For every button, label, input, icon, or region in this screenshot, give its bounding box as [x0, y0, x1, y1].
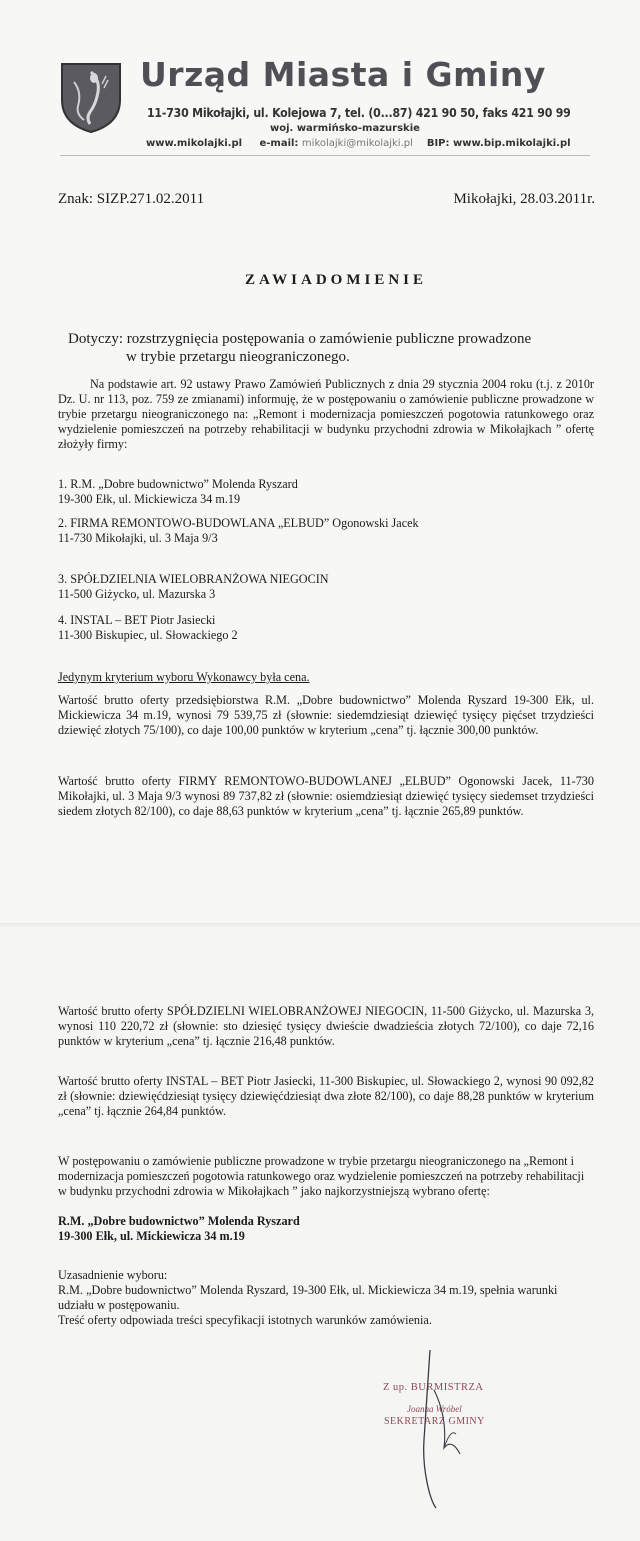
firm-entry — [58, 613, 598, 643]
firm-name: 3. SPÓŁDZIELNIA WIELOBRANŻOWA NIEGOCIN — [58, 572, 329, 586]
winner-address: 19-300 Ełk, ul. Mickiewicza 34 m.19 — [58, 1229, 245, 1243]
firm-address: 19-300 Ełk, ul. Mickiewicza 34 m.19 — [58, 492, 241, 506]
website-link[interactable]: www.mikolajki.pl — [146, 138, 243, 149]
firm-name: 2. FIRMA REMONTOWO-BUDOWLANA „ELBUD” Ogonowski Jacek — [58, 516, 419, 530]
justification-closing: Treść oferty odpowiada treści specyfikacji istotnych warunków zamówienia. — [58, 1313, 432, 1327]
winner-name: R.M. „Dobre budownictwo” Molenda Ryszard — [58, 1214, 300, 1228]
firm-name: 4. INSTAL – BET Piotr Jasiecki — [58, 613, 216, 627]
organization-address: 11-730 Mikołajki, ul. Kolejowa 7, tel. (0...87) 421 90 50, faks 421 90 99 — [147, 106, 571, 120]
subject-line-2: w trybie przetargu nieograniczonego. — [126, 349, 350, 365]
reference-number: Znak: SIZP.271.02.2011 — [58, 191, 205, 207]
justification-body: R.M. „Dobre budownictwo” Molenda Ryszard, 19-300 Ełk, ul. Mickiewicza 34 m.19, spełnia warunki udziału w postępowaniu. — [58, 1283, 558, 1312]
firm-address: 11-730 Mikołajki, ul. 3 Maja 9/3 — [58, 531, 218, 545]
firm-entry — [58, 477, 598, 507]
decision-paragraph: W postępowaniu o zamówienie publiczne prowadzone w trybie przetargu nieograniczonego na „Remont i modernizacja pomieszczeń pogotowia ratunkowego oraz wydzielenie pomieszczeń na potrzeby rehabilitacji w budynku przychodni zdrowia w Mikołajkach ” jako najkorzystniejszą wybrano ofertę: — [58, 1154, 585, 1198]
fish-crest-icon — [60, 62, 122, 134]
subject — [68, 330, 588, 366]
stamp-line-name: Joanna Wróbel — [407, 1404, 462, 1414]
firm-name: 1. R.M. „Dobre budownictwo” Molenda Ryszard — [58, 477, 298, 491]
bip-label: BIP: — [426, 138, 450, 149]
page-separator — [0, 923, 640, 927]
evaluation-paragraph: Wartość brutto oferty INSTAL – BET Piotr Jasiecki, 11-300 Biskupiec, ul. Słowackiego 2, wynosi 90 092,82 zł (słownie: dziewięćdziesiąt tysięcy dziewięćdziesiąt dwa złote 82/100), co daje 88,28 punktów w kryterium „cena” tj. łącznie 264,84 punktów. — [58, 1074, 594, 1118]
firm-entry — [58, 516, 598, 546]
contact-line — [146, 138, 616, 149]
evaluation-paragraph: Wartość brutto oferty przedsiębiorstwa R.M. „Dobre budownictwo” Molenda Ryszard 19-300 Ełk, ul. Mickiewicza 34 m.19, wynosi 79 539,75 zł (słownie: siedemdziesiąt dziewięć tysięcy pięćset trzydzieści dziewięć złotych 75/100), co daje 100,00 punktów w kryterium „cena” tj. łącznie 300,00 punktów. — [58, 693, 594, 737]
justification — [58, 1268, 594, 1328]
handwritten-signature — [400, 1350, 530, 1510]
letterhead-divider — [60, 155, 590, 156]
stamp-line-authority: Z up. BURMISTRZA — [383, 1382, 484, 1393]
place-date: Mikołajki, 28.03.2011r. — [453, 191, 595, 207]
bip-link[interactable]: www.bip.mikolajki.pl — [452, 138, 571, 149]
justification-heading: Uzasadnienie wyboru: — [58, 1268, 168, 1282]
email-link[interactable]: mikolajki@mikolajki.pl — [301, 138, 413, 149]
intro-paragraph: Na podstawie art. 92 ustawy Prawo Zamówień Publicznych z dnia 29 stycznia 2004 roku (t.j. z 2010r Dz. U. nr 113, poz. 759 ze zmianami) informuję, że w postępowaniu o zamówienie publiczne prowadzone w trybie przetargu nieograniczonego na: „Remont i modernizacja pomieszczeń pogotowia ratunkowego oraz wydzielenie pomieszczeń na potrzeby rehabilitacji w budynku przychodni zdrowia w Mikołajkach ” ofertę złożyły firmy: — [58, 377, 594, 451]
selection-criterion: Jedynym kryterium wyboru Wykonawcy była cena. — [58, 670, 310, 684]
evaluation-paragraph: Wartość brutto oferty SPÓŁDZIELNI WIELOBRANŻOWEJ NIEGOCIN, 11-500 Giżycko, ul. Mazurska 3, wynosi 110 220,72 zł (słownie: sto dziesięć tysięcy dwieście dwadzieścia złotych 72/100), co daje 72,16 punktów w kryterium „cena” tj. łącznie 216,48 punktów. — [58, 1004, 594, 1048]
email-label: e-mail: — [259, 138, 299, 149]
voivodeship: woj. warmińsko-mazurskie — [270, 123, 420, 134]
document-title: ZAWIADOMIENIE — [244, 272, 428, 288]
organization-name: Urząd Miasta i Gminy — [140, 55, 546, 94]
subject-line-1: Dotyczy: rozstrzygnięcia postępowania o zamówienie publiczne prowadzone — [68, 331, 532, 347]
evaluation-paragraph: Wartość brutto oferty FIRMY REMONTOWO-BUDOWLANEJ „ELBUD” Ogonowski Jacek, 11-730 Mikołajki, ul. 3 Maja 9/3 wynosi 89 737,82 zł (słownie: osiemdziesiąt dziewięć tysięcy siedemset trzydzieści siedem złotych 82/100), co daje 88,63 punktów w kryterium „cena” tj. łącznie 265,89 punktów. — [58, 774, 594, 818]
firm-address: 11-500 Giżycko, ul. Mazurska 3 — [58, 587, 216, 601]
stamp-line-position: SEKRETARZ GMINY — [384, 1416, 485, 1427]
firm-entry — [58, 572, 598, 602]
firm-address: 11-300 Biskupiec, ul. Słowackiego 2 — [58, 628, 238, 642]
